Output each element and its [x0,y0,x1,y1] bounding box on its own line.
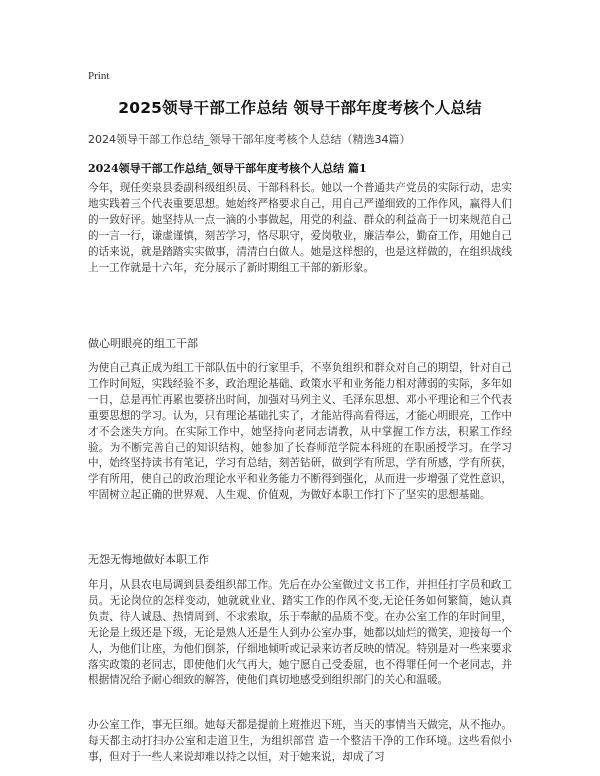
paragraph: 今年，现任奕泉县委副科级组织员、干部科科长。她以一个普通共产党员的实际行动，忠实地实践着三个代表重要思想。她始终严格要求自己，用自己严谨细致的工作作风，赢得人们的一致好评。她坚持从一点一滴的小事做起，用党的利益、群众的利益高于一切来规范自己的一言一行，谦虚谨慎，刻苦学习，恪尽职守，爱岗敬业，廉洁奉公，勤奋工作，用她自己的话来说，就是踏踏实实做事，清清白白做人。她是这样想的，也是这样做的，在组织战线上一工作就是十六年，充分展示了新时期组工干部的新形象。 [88,182,512,274]
paragraph: 办公室工作，事无巨细。她每天都是提前上班推迟下班，当天的事情当天做完，从不拖办。每天都主动打扫办公室和走道卫生，为组织部营 造一个整洁干净的工作环境。这些看似小事，但对于一些人来说却难以持之以恒，对于她来说，却成了习 [88,719,512,763]
sub-heading: 无怨无悔地做好本职工作 [88,553,209,566]
section-heading: 2024领导干部工作总结_领导干部年度考核个人总结 篇1 [88,162,367,175]
document-subtitle: 2024领导干部工作总结_领导干部年度考核个人总结（精选34篇） [88,133,411,146]
sub-heading: 做心明眼亮的组工干部 [88,337,198,350]
print-link[interactable]: Print [88,70,110,82]
page-title: 2025领导干部工作总结 领导干部年度考核个人总结 [118,99,482,117]
paragraph: 年月，从县农电局调到县委组织部工作。先后在办公室做过文书工作，并担任打字员和政工员。无论岗位的怎样变动，她就就业业、踏实工作的作风不变,无论任务如何繁简，她认真负责、待人诚恳、热情周到、不求索取，乐于奉献的品质不变。在办公室工作的年时间里，无论是上级还是下级，无论是熟人还是生人到办公室办事，她都以灿烂的微笑，迎接每一个人，为他们让座，为他们倒茶，仔细地倾听或记录来访者反映的情况。特别是对一些来要求落实政策的老同志，即使他们火气再大，她宁愿自己受委屈，也不得罪任何一个老同志，并根据情况给予耐心细致的解答，使他们真切地感受到组织部门的关心和温暖。 [88,579,512,687]
paragraph: 为使自己真正成为组工干部队伍中的行家里手，不辜负组织和群众对自己的期望，针对自己工作时间短，实践经验不多，政治理论基础、政策水平和业务能力相对薄弱的实际，多年如一日，总是再忙再累也要挤出时间，加强对马列主义、毛泽东思想、邓小平理论和三个代表重要思想的学习。认为，只有理论基础扎实了，才能站得高看得远，才能心明眼亮，工作中才不会迷失方向。在实际工作中，她坚持向老同志请教，从中掌握工作方法，积累工作经验。为不断完善自己的知识结构，她参加了长春师范学院本科班的在职函授学习。在学习中，始终坚持读书有笔记，学习有总结，刻苦钻研，做到学有所思，学有所感，学有所获，学有所用，使自己的政治理论水平和业务能力不断得到强化，从而进一步增强了党性意识，牢固树立起正确的世界观、人生观、价值观，为做好本职工作打下了坚实的思想基础。 [88,362,512,502]
